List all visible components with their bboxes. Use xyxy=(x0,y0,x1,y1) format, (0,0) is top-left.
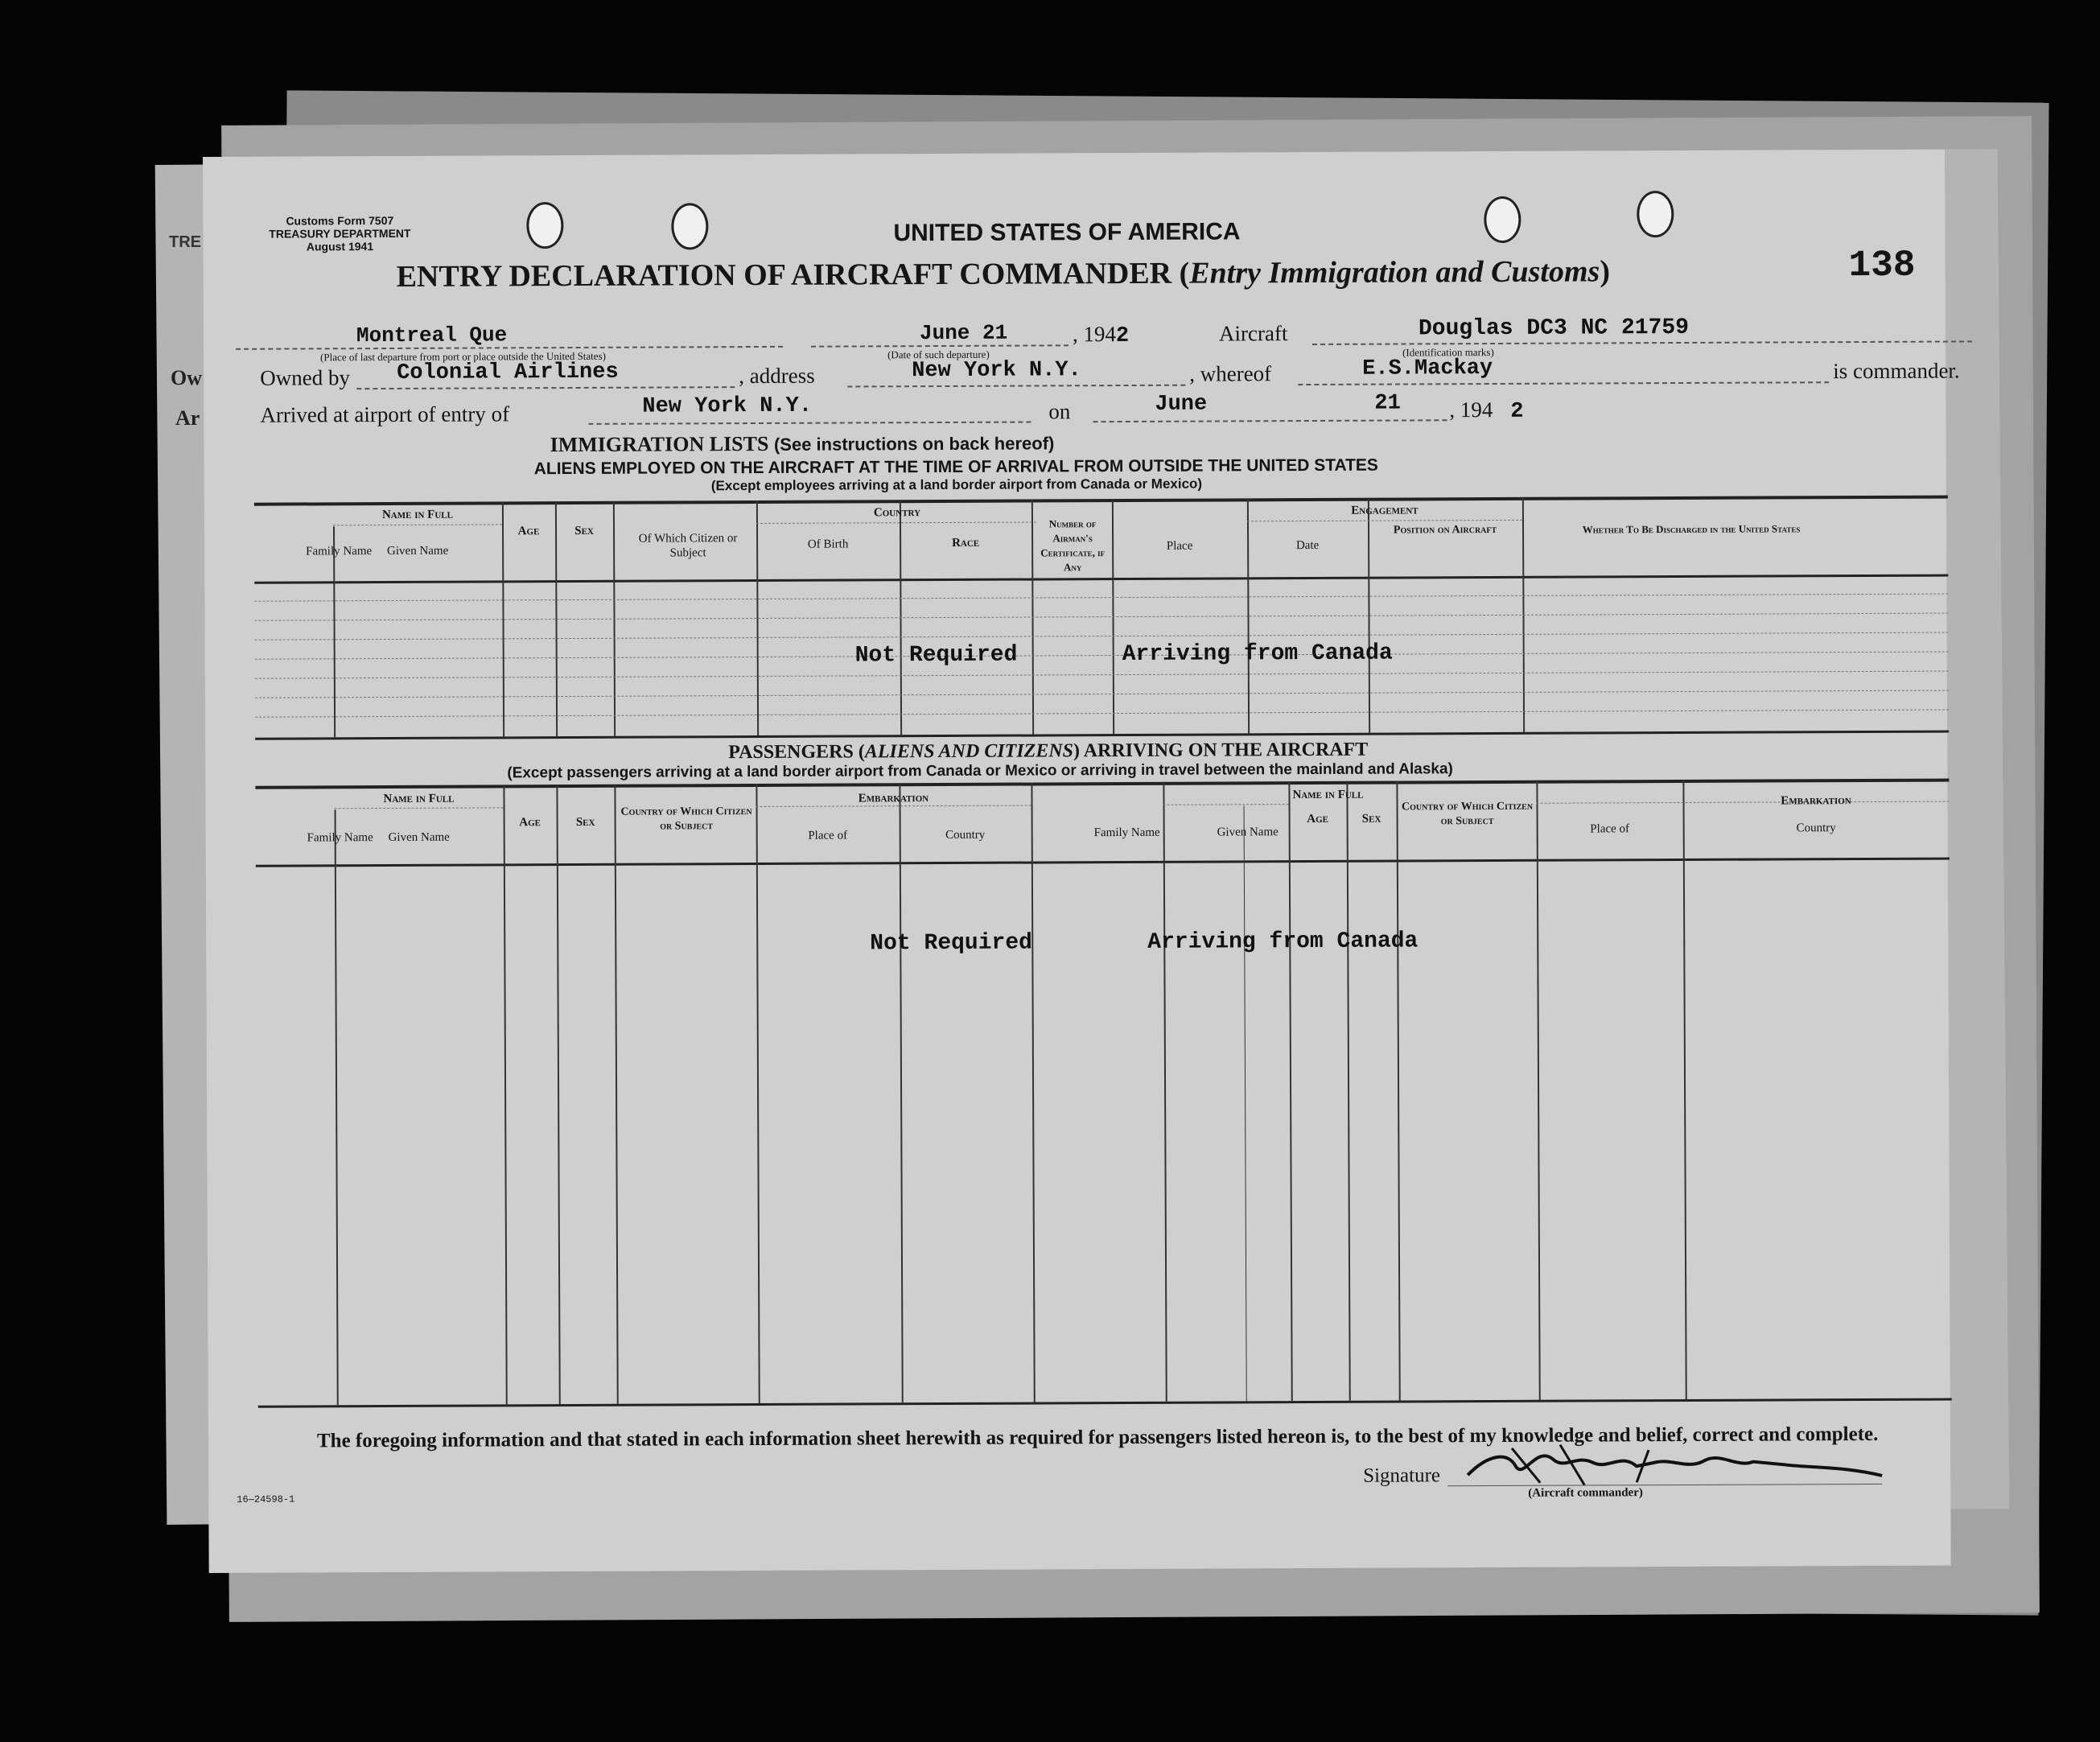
immigration-heading xyxy=(550,430,1055,457)
passengers-not-required: Not Required xyxy=(870,930,1032,957)
pcol-age: Age xyxy=(519,816,541,830)
form-info xyxy=(243,214,436,253)
arrival-label: Arrived at airport of entry of xyxy=(260,402,510,427)
col-engagement: Engagement xyxy=(1351,504,1419,517)
aircraft-marks: Douglas DC3 NC 21759 xyxy=(1418,315,1690,342)
col-sex: Sex xyxy=(574,524,594,537)
pcol-embarkation: Embarkation xyxy=(858,792,929,805)
title-italic: ALIENS AND CITIZENS xyxy=(864,740,1074,763)
pcol-sex-2: Sex xyxy=(1361,812,1381,826)
form-date: August 1941 xyxy=(306,240,374,253)
commander-name: E.S.Mackay xyxy=(1362,356,1493,381)
immigration-title: IMMIGRATION LISTS xyxy=(550,431,769,457)
immigration-subnote: (Except employees arriving at a land border airport from Canada or Mexico) xyxy=(710,476,1203,494)
departure-date-caption: (Date of such departure) xyxy=(887,348,990,361)
arrival-month: June xyxy=(1155,392,1208,417)
title-end: ) xyxy=(1600,254,1611,289)
departure-date: June 21 xyxy=(919,320,1008,346)
arrival-year xyxy=(1449,397,1523,424)
departure-year xyxy=(1073,322,1129,348)
year-prefix: , 194 xyxy=(1449,397,1493,422)
pcol-embarkation-2: Embarkation xyxy=(1781,794,1851,808)
pcol-age-2: Age xyxy=(1307,812,1328,826)
year-suffix: 2 xyxy=(1510,399,1524,424)
country-heading: UNITED STATES OF AMERICA xyxy=(893,218,1241,247)
col-name-in-full: Name in Full xyxy=(381,508,453,522)
passengers-title xyxy=(728,739,1368,764)
pcol-sex: Sex xyxy=(575,815,595,829)
edge-fragment: Ar xyxy=(175,406,200,430)
immigration-subtitle: ALIENS EMPLOYED ON THE AIRCRAFT AT THE TIME OF ARRIVAL FROM OUTSIDE THE UNITED STATES xyxy=(533,455,1378,479)
col-certificate: Number of Airman's Certificate, if Any xyxy=(1040,517,1106,574)
passengers-subnote: (Except passengers arriving at a land border airport from Canada or Mexico or arriving in travel between the mainland and Alaska) xyxy=(507,760,1453,782)
pcol-given-name-2: Given Name xyxy=(1217,826,1279,839)
arrival-airport: New York N.Y. xyxy=(642,393,813,419)
punch-hole xyxy=(671,203,708,249)
pcol-name-in-full-2: Name in Full xyxy=(1292,788,1364,802)
punch-hole xyxy=(1484,196,1521,243)
col-position: Position on Aircraft xyxy=(1393,523,1497,537)
col-citizen: Of Which Citizen or Subject xyxy=(638,532,738,560)
col-date: Date xyxy=(1295,538,1320,553)
address-label: , address xyxy=(739,363,815,389)
declaration-text: The foregoing information and that stated in each information sheet herewith as required for passengers listed hereon is, to the best of my knowledge and belief, correct and complete. xyxy=(316,1423,1879,1452)
title-pre: PASSENGERS ( xyxy=(728,741,865,764)
immigration-title-note: (See instructions on back hereof) xyxy=(773,433,1055,455)
departure-place: Montreal Que xyxy=(356,323,508,348)
pcol-family-name: Family Name xyxy=(307,831,373,845)
owner-name: Colonial Airlines xyxy=(397,360,619,385)
departure-place-caption: (Place of last departure from port or place outside the United States) xyxy=(320,349,606,364)
signature-caption: (Aircraft commander) xyxy=(1528,1486,1643,1500)
form-code: 16—24598-1 xyxy=(237,1493,295,1505)
punch-hole xyxy=(526,202,563,249)
title-main: ENTRY DECLARATION OF AIRCRAFT COMMANDER ( xyxy=(396,256,1190,294)
pcol-citizen-2: Country of Which Citizen or Subject xyxy=(1401,800,1534,828)
col-discharged: Whether To Be Discharged in the United States xyxy=(1582,522,1801,536)
page-number: 138 xyxy=(1848,244,1916,287)
pcol-family-name-2: Family Name xyxy=(1093,826,1160,840)
commander-suffix: is commander. xyxy=(1833,358,1960,384)
form-number: Customs Form 7507 xyxy=(286,213,394,228)
owned-by-label: Owned by xyxy=(260,365,350,390)
page-title xyxy=(397,253,1610,294)
department: TREASURY DEPARTMENT xyxy=(269,226,411,241)
on-label: on xyxy=(1048,399,1071,424)
form-page xyxy=(203,150,1960,1573)
col-birth: Of Birth xyxy=(807,537,849,551)
pcol-place-of-2: Place of xyxy=(1590,822,1630,836)
crew-arriving-note: Arriving from Canada xyxy=(1122,640,1393,668)
col-age: Age xyxy=(517,525,540,538)
col-country: Country xyxy=(873,506,921,520)
pcol-name-in-full: Name in Full xyxy=(383,792,455,806)
col-race: Race xyxy=(952,536,980,550)
title-post: ) ARRIVING ON THE AIRCRAFT xyxy=(1073,739,1369,762)
pcol-given-name: Given Name xyxy=(388,830,450,845)
pcol-country-2: Country xyxy=(1796,822,1836,835)
title-italic: Entry Immigration and Customs xyxy=(1189,254,1600,290)
owner-address: New York N.Y. xyxy=(912,358,1081,384)
aircraft-caption: (Identification marks) xyxy=(1402,346,1494,359)
crew-not-required: Not Required xyxy=(854,642,1018,669)
edge-fragment: Ow xyxy=(171,366,202,389)
edge-fragment: TRE xyxy=(169,233,201,251)
signature-label: Signature xyxy=(1363,1464,1441,1487)
year-suffix: 2 xyxy=(1115,323,1130,349)
year-prefix: , 194 xyxy=(1072,322,1117,347)
pcol-country: Country xyxy=(945,828,986,842)
punch-hole xyxy=(1637,191,1674,237)
whereof-label: , whereof xyxy=(1189,361,1272,386)
col-place: Place xyxy=(1166,539,1193,553)
col-given-name: Given Name xyxy=(386,544,449,558)
aircraft-label: Aircraft xyxy=(1218,321,1288,346)
passengers-arriving-note: Arriving from Canada xyxy=(1147,929,1419,955)
col-family-name: Family Name xyxy=(306,545,373,558)
signature-scribble xyxy=(1464,1437,1890,1495)
pcol-place-of: Place of xyxy=(808,829,848,842)
pcol-citizen: Country of Which Citizen or Subject xyxy=(620,805,752,833)
arrival-day: 21 xyxy=(1374,391,1401,416)
